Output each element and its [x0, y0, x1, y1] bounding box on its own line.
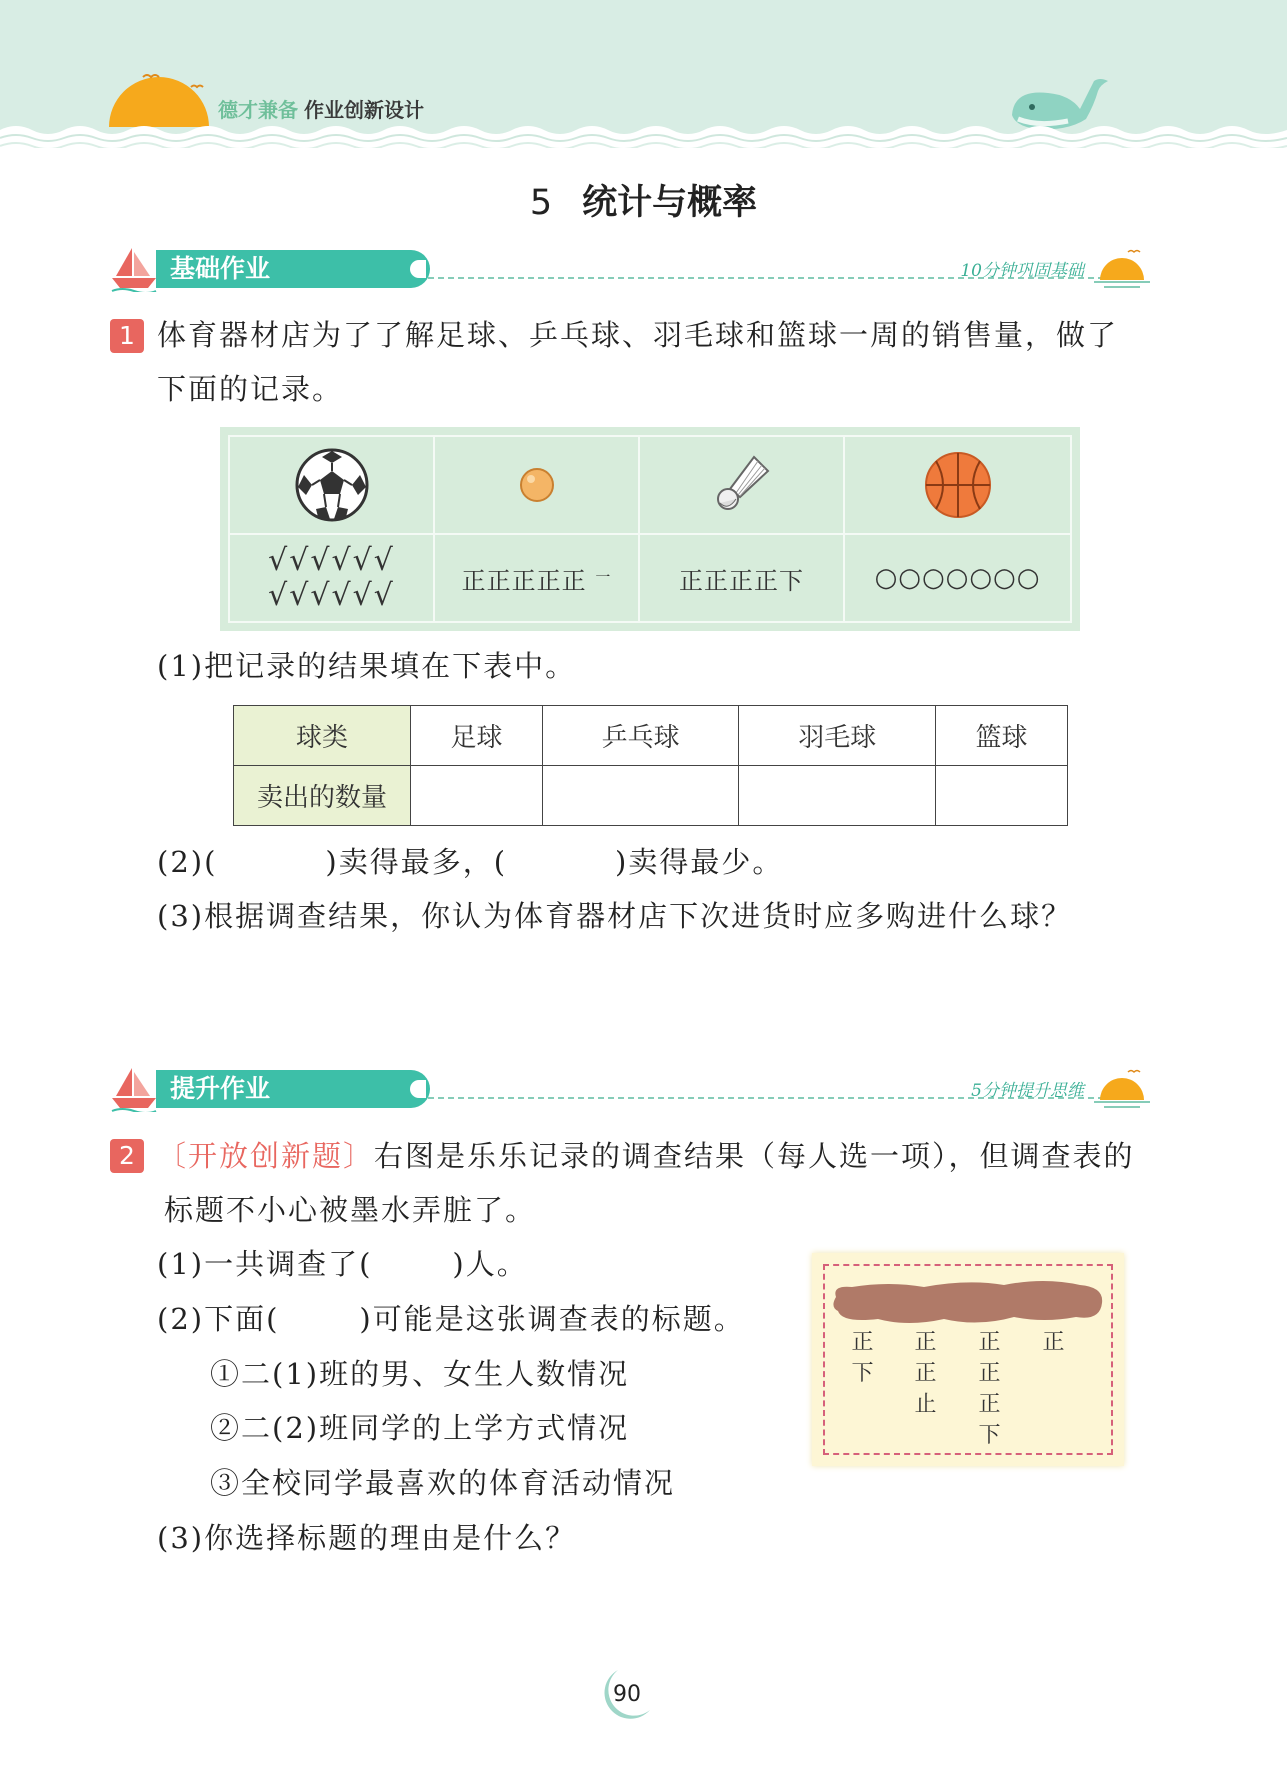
table-answer-row — [234, 766, 1068, 826]
tally-mark: 正 — [978, 1392, 1001, 1417]
banner-notch — [410, 1080, 426, 1098]
q2-sub2-part1: (2)下面( — [157, 1302, 280, 1336]
q2-sub1-part1: (1)一共调查了( — [157, 1247, 373, 1281]
pingpong-ball-icon — [517, 465, 557, 505]
brand-highlight: 德才兼备 — [218, 98, 298, 122]
section-banner-advanced — [110, 1064, 1150, 1116]
q1-sub3: (3)根据调查结果，你认为体育器材店下次进货时应多购进什么球？ — [157, 899, 1073, 933]
question-type-tag: 〔开放创新题〕 — [157, 1139, 375, 1173]
tally-cell-football-icon — [230, 437, 435, 535]
chapter-title — [0, 175, 1287, 225]
chapter-name: 统计与概率 — [582, 183, 758, 223]
tally-cell-badminton-icon — [640, 437, 845, 535]
tally-mark: 下 — [978, 1423, 1001, 1448]
basketball-tally-circles: ○○○○○○○ — [874, 563, 1041, 593]
section-banner-basic — [110, 244, 1150, 296]
ink-stained-survey-card — [812, 1253, 1124, 1466]
section-title: 提升作业 — [156, 1070, 430, 1108]
tally-cell-badminton-count — [640, 535, 845, 621]
page-number: 90 — [613, 1682, 641, 1707]
q1-sub2 — [157, 844, 783, 882]
q1-sub2-part3: )卖得最少。 — [615, 845, 784, 879]
tally-mark: 止 — [914, 1392, 937, 1417]
pingpong-tally-extra: 一 — [595, 567, 612, 586]
tally-cell-basketball-count — [845, 535, 1070, 621]
q2-stem-text: 右图是乐乐记录的调查结果（每人选一项），但调查表的 — [374, 1139, 1135, 1173]
section-time-note: 5分钟提升思维 — [971, 1081, 1084, 1101]
page-header — [0, 0, 1287, 148]
badminton-tally: 正正正正下 — [679, 566, 804, 595]
sailboat-icon — [110, 246, 158, 292]
page-number-badge — [598, 1666, 656, 1724]
answer-cell-basketball[interactable] — [936, 766, 1068, 826]
tally-mark: 下 — [851, 1361, 874, 1386]
q1-sub2-part1: (2)( — [157, 845, 218, 879]
tally-cell-football-count — [230, 535, 435, 621]
mini-sunset-icon — [1094, 1066, 1150, 1110]
q2-option-3: ③全校同学最喜欢的体育活动情况 — [210, 1466, 676, 1500]
football-icon — [294, 447, 370, 523]
column-badminton: 羽毛球 — [739, 706, 936, 766]
pingpong-tally — [462, 561, 612, 596]
tally-cell-pingpong-icon — [435, 437, 640, 535]
q2-stem-line2: 标题不小心被墨水弄脏了。 — [164, 1193, 537, 1227]
answer-cell-pingpong[interactable] — [542, 766, 739, 826]
q2-sub3: (3)你选择标题的理由是什么？ — [157, 1521, 577, 1555]
card-tally-col-2 — [905, 1327, 946, 1420]
tally-mark: 正 — [978, 1361, 1001, 1386]
football-ticks-row2: √√√√√√ — [268, 578, 395, 613]
q1-sub1: (1)把记录的结果填在下表中。 — [157, 649, 577, 683]
mini-sunset-icon — [1094, 246, 1150, 290]
tally-mark: 正 — [978, 1330, 1001, 1355]
football-tally-ticks — [268, 543, 395, 613]
shuttlecock-icon — [714, 453, 770, 517]
section-title: 基础作业 — [156, 250, 430, 288]
tally-record-table — [220, 427, 1080, 631]
tally-mark: 正 — [914, 1330, 937, 1355]
answer-cell-badminton[interactable] — [739, 766, 936, 826]
q2-sub2 — [157, 1301, 745, 1339]
tally-grid — [228, 435, 1072, 623]
q2-option-1: ①二(1)班的男、女生人数情况 — [210, 1357, 630, 1391]
basketball-icon — [922, 449, 994, 521]
q2-stem-line1 — [157, 1138, 1135, 1176]
card-tally-col-4 — [1033, 1327, 1074, 1358]
tally-mark: 正 — [914, 1361, 937, 1386]
q1-stem-line1: 体育器材店为了了解足球、乒乓球、羽毛球和篮球一周的销售量，做了 — [157, 318, 1119, 352]
question-number-badge: 1 — [110, 319, 144, 353]
card-tally-col-3 — [969, 1327, 1010, 1451]
q2-sub1 — [157, 1246, 528, 1284]
row-label-sold: 卖出的数量 — [234, 766, 411, 826]
column-basketball: 篮球 — [936, 706, 1068, 766]
tally-mark: 正 — [851, 1330, 874, 1355]
brand-text: 作业创新设计 — [304, 98, 424, 122]
ink-stain-covering-title — [828, 1275, 1108, 1331]
answer-fill-table — [233, 705, 1068, 826]
sailboat-icon — [110, 1066, 158, 1112]
pingpong-tally-main: 正正正正正 — [461, 566, 587, 595]
section-time-note: 10分钟巩固基础 — [960, 261, 1084, 281]
table-header-label: 球类 — [234, 706, 411, 766]
tally-mark: 正 — [1042, 1330, 1065, 1355]
q2-sub2-part2: )可能是这张调查表的标题。 — [359, 1302, 745, 1336]
football-ticks-row1: √√√√√√ — [268, 543, 395, 578]
answer-cell-football[interactable] — [411, 766, 543, 826]
tally-cell-basketball-icon — [845, 437, 1070, 535]
card-tally-col-1 — [842, 1327, 883, 1389]
table-header-row — [234, 706, 1068, 766]
q1-sub2-part2: )卖得最多，( — [325, 845, 508, 879]
q2-sub1-part2: )人。 — [452, 1247, 528, 1281]
q2-option-2: ②二(2)班同学的上学方式情况 — [210, 1411, 630, 1445]
tally-cell-pingpong-count — [435, 535, 640, 621]
banner-notch — [410, 260, 426, 278]
header-wave-border — [0, 112, 1287, 148]
column-football: 足球 — [411, 706, 543, 766]
chapter-number: 5 — [529, 183, 553, 223]
q1-stem-line2: 下面的记录。 — [157, 372, 344, 406]
column-pingpong: 乒乓球 — [542, 706, 739, 766]
question-number-badge: 2 — [110, 1139, 144, 1173]
